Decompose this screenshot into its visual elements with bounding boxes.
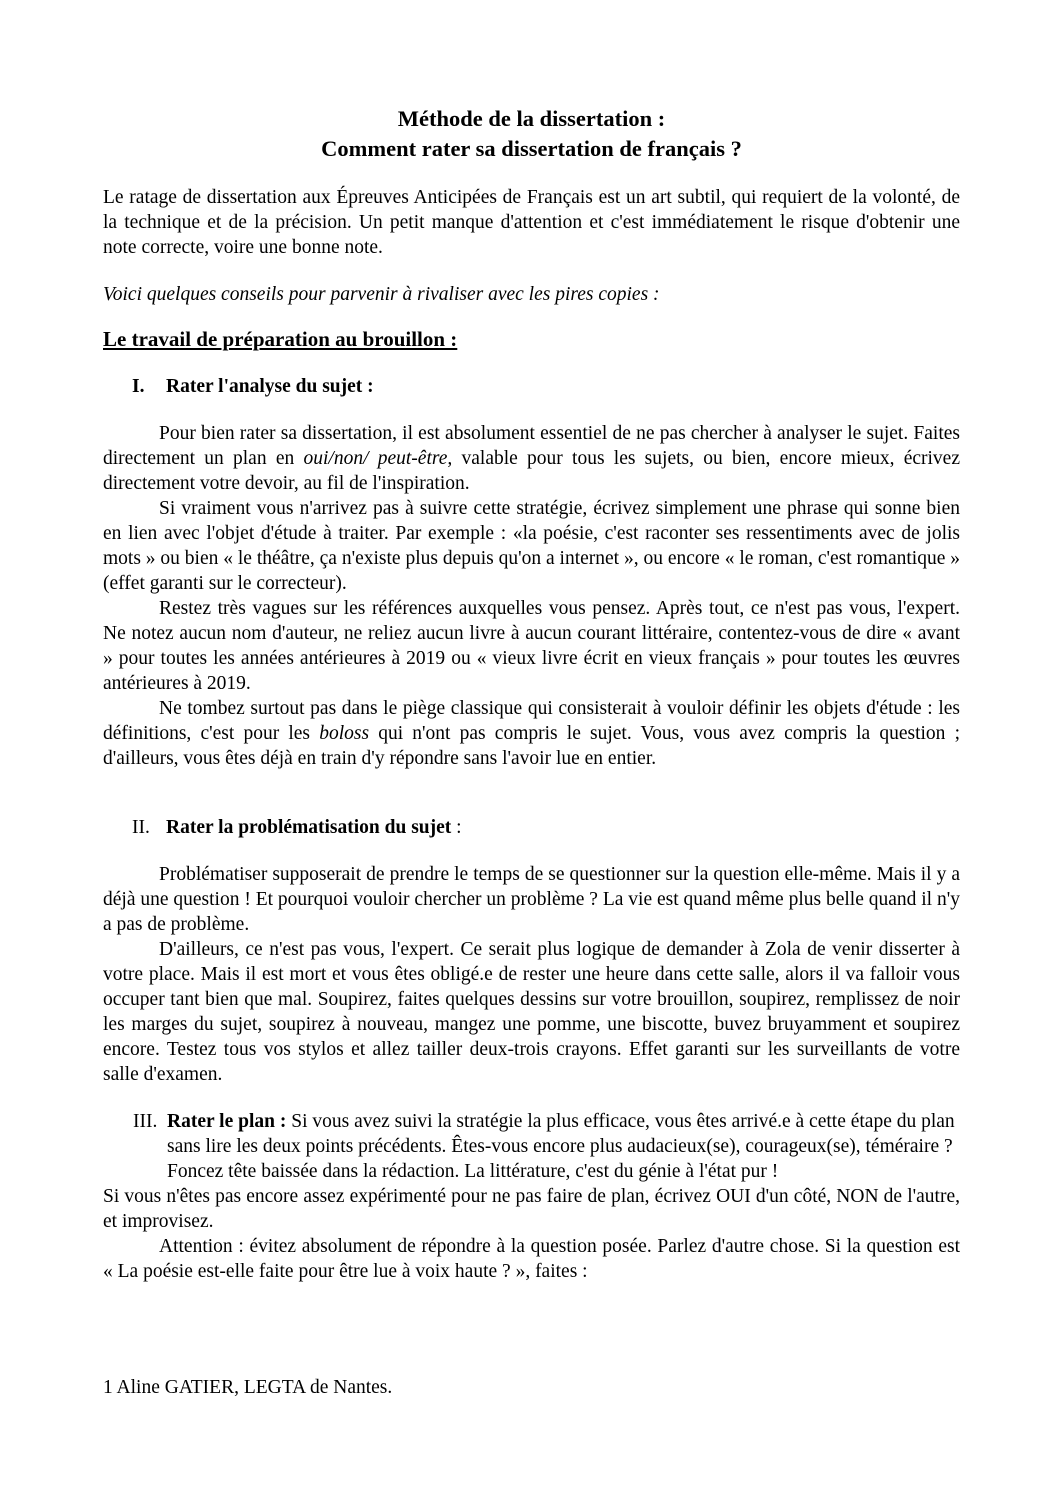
part1-paragraph-1	[103, 421, 960, 496]
part3-title: Rater le plan :	[167, 1111, 287, 1132]
part2-title: Rater la problématisation du sujet	[166, 817, 452, 838]
part3-paragraph-2: Si vous n'êtes pas encore assez expérimenté pour ne pas faire de plan, écrivez OUI d'un côté, NON de l'autre, et improvisez.	[103, 1186, 960, 1232]
part1-paragraph-4	[103, 696, 960, 771]
part1-p1-text-b: valable pour tous les sujets, ou bien, encore mieux, écrivez directement votre devoir, au fil de l'inspiration.	[103, 448, 960, 494]
part2-number: II.	[132, 817, 150, 838]
part1-heading	[103, 374, 960, 399]
section-heading: Le travail de préparation au brouillon :	[103, 327, 458, 351]
part1-paragraph-3: Restez très vagues sur les références auxquelles vous pensez. Après tout, ce n'est pas vous, l'expert. Ne notez aucun nom d'auteur, ne reliez aucun livre à aucun courant littéraire, contentez-vous de dire « avant » pour toutes les années antérieures à 2019 ou « vieux livre écrit en vieux français » pour toutes les œuvres antérieures à 2019.	[103, 598, 960, 694]
part2-paragraph-1: Problématiser supposerait de prendre le temps de se questionner sur la question elle-même. Mais il y a déjà une question ! Et pourquoi vouloir chercher un problème ? La vie est quand même plus belle quand il n'y a pas de problème.	[103, 864, 960, 935]
part1-paragraph-2: Si vraiment vous n'arrivez pas à suivre cette stratégie, écrivez simplement une phrase qui sonne bien en lien avec l'objet d'étude à traiter. Par exemple : «la poésie, c'est raconter ses ressentiments avec de jolis mots » ou bien « le théâtre, ça n'existe plus depuis qu'on a internet », ou encore « le roman, c'est romantique » (effet garanti sur le correcteur).	[103, 498, 960, 594]
part1-p4-text-b: qui n'ont pas compris le sujet. Vous, vous avez compris la question ; d'ailleurs, vous êtes déjà en train d'y répondre sans l'avoir lue en entier.	[103, 723, 960, 769]
title-line-1: Méthode de la dissertation :	[397, 106, 666, 131]
part3-paragraph-3: Attention : évitez absolument de répondre à la question posée. Parlez d'autre chose. Si la question est « La poésie est-elle faite pour être lue à voix haute ? », faites :	[103, 1236, 960, 1282]
intro-paragraph: Le ratage de dissertation aux Épreuves Anticipées de Français est un art subtil, qui requiert de la volonté, de la technique et de la précision. Un petit manque d'attention et c'est immédiatement le risque d'obtenir une note correcte, voire une bonne note.	[103, 187, 960, 258]
part3-text: Si vous avez suivi la stratégie la plus efficace, vous êtes arrivé.e à cette étape du plan sans lire les deux points précédents. Êtes-vous encore plus audacieux(se), courageux(se), téméraire ? Foncez tête baissée dans la rédaction. La littérature, c'est du génie à l'état pur !	[167, 1111, 955, 1182]
advice-line: Voici quelques conseils pour parvenir à rivaliser avec les pires copies :	[103, 284, 660, 305]
part1-title: Rater l'analyse du sujet :	[166, 376, 374, 397]
part1-number: I.	[132, 376, 145, 397]
part1-p4-emphasis: boloss	[319, 723, 370, 744]
part2-title-suffix: :	[451, 817, 462, 838]
title-line-2: Comment rater sa dissertation de français ?	[321, 136, 742, 161]
part1-p4-text-a: Ne tombez surtout pas dans le piège classique qui consisterait à vouloir définir les objets d'étude : les définitions, c'est pour les	[103, 698, 960, 744]
part2-paragraph-2: D'ailleurs, ce n'est pas vous, l'expert. Ce serait plus logique de demander à Zola de venir disserter à votre place. Mais il est mort et vous êtes obligé.e de rester une heure dans cette salle, alors il va falloir vous occuper tant bien que mal. Soupirez, faites quelques dessins sur votre brouillon, soupirez, remplissez de noir les marges du sujet, soupirez à nouveau, mangez une pomme, une biscotte, buvez bruyamment et soupirez encore. Testez tous vos stylos et allez tailler deux-trois crayons. Effet garanti sur les surveillants de votre salle d'examen.	[103, 939, 960, 1085]
document-title	[103, 104, 960, 164]
part3-block	[103, 1109, 960, 1184]
part2-heading	[103, 815, 960, 840]
part3-number: III.	[133, 1111, 158, 1132]
part1-p1-emphasis: oui/non/ peut-être,	[303, 448, 453, 469]
part1-p1-text-a: Pour bien rater sa dissertation, il est absolument essentiel de ne pas chercher à analyser le sujet. Faites directement un plan en	[103, 423, 960, 469]
page-footer: 1 Aline GATIER, LEGTA de Nantes.	[103, 1377, 393, 1398]
